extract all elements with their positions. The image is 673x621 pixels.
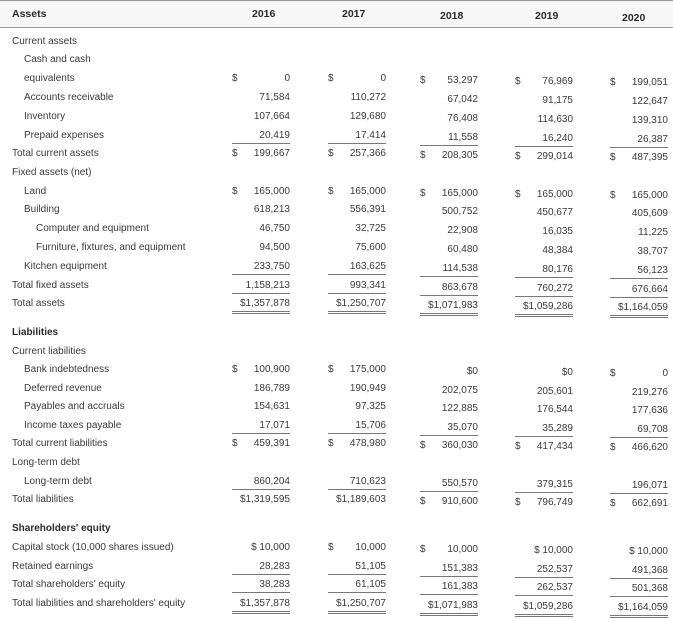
cell-value: 122,647 (631, 96, 668, 107)
cell-value: 38,283 (259, 579, 290, 590)
dollar-sign: $ (515, 76, 521, 87)
cell-value: $ 10,000 (251, 542, 290, 553)
cell-value: 122,885 (441, 403, 478, 414)
cell-value: 17,414 (355, 130, 386, 141)
dollar-sign: $ (420, 188, 426, 199)
computer-2017 (328, 223, 386, 236)
cell-value: 379,315 (536, 479, 573, 490)
cell-value: 94,500 (259, 242, 290, 253)
label-taxes: Income taxes payable (24, 420, 122, 431)
long-term-2016 (232, 476, 290, 490)
building-2019 (515, 207, 573, 220)
furniture-2018 (420, 244, 478, 257)
total-assets-2016 (232, 298, 290, 314)
cell-value: 796,749 (536, 497, 573, 508)
cell-value: 491,368 (631, 565, 668, 576)
cell-value: 114,538 (442, 263, 478, 274)
cell-value: 17,071 (259, 420, 290, 431)
dollar-sign: $ (610, 442, 616, 453)
deferred-2019 (515, 386, 573, 399)
total-current-liabilities-2019 (515, 441, 573, 454)
accounts-receivable-2019 (515, 95, 573, 108)
cell-value: 35,289 (542, 423, 573, 434)
dollar-sign: $ (232, 364, 238, 375)
label-capital-stock: Capital stock (10,000 shares issued) (12, 542, 174, 553)
cell-value: 190,949 (349, 383, 386, 394)
capital-stock-2016 (232, 542, 290, 555)
cell-value: $1,059,286 (522, 301, 573, 312)
cell-value: $1,059,286 (522, 601, 573, 612)
cell-value: $1,319,595 (239, 494, 290, 505)
label-retained: Retained earnings (12, 561, 94, 572)
dollar-sign: $ (328, 542, 334, 553)
cell-value: 165,000 (631, 190, 668, 201)
cell-value: 208,305 (441, 150, 478, 161)
total-liabilities-2016 (232, 494, 290, 507)
cell-value: 710,623 (349, 476, 386, 487)
cell-value: 202,075 (441, 385, 478, 396)
dollar-sign: $ (420, 544, 426, 555)
total-current-assets-2020 (610, 152, 668, 165)
inventory-2019 (515, 114, 573, 127)
cell-value: 163,625 (349, 261, 386, 272)
cash-2019 (515, 76, 573, 89)
deferred-2017 (328, 383, 386, 396)
kitchen-2019 (515, 264, 573, 278)
cell-value: 196,071 (631, 480, 668, 491)
label-prepaid: Prepaid expenses (24, 130, 105, 141)
cell-value: 151,383 (441, 563, 478, 574)
accounts-receivable-2017 (328, 92, 386, 105)
dollar-sign: $ (610, 152, 616, 163)
long-term-2020 (610, 480, 668, 494)
cell-value: 165,000 (441, 188, 478, 199)
dollar-sign: $ (232, 73, 238, 84)
cell-value: 500,752 (441, 206, 478, 217)
cell-value: 161,383 (441, 581, 478, 592)
total-le-2018 (420, 600, 478, 616)
cell-value: $ 10,000 (534, 545, 573, 556)
land-2020 (610, 190, 668, 203)
cell-value: 860,204 (253, 476, 290, 487)
cell-value: 16,240 (542, 133, 573, 144)
label-long-term-sub: Long-term debt (24, 476, 92, 487)
kitchen-2020 (610, 265, 668, 279)
total-assets-2017 (328, 298, 386, 314)
total-current-liabilities-2018 (420, 440, 478, 453)
long-term-2018 (420, 478, 478, 492)
total-liabilities-2018 (420, 496, 478, 509)
cell-value: 97,325 (355, 401, 386, 412)
cell-value: 487,395 (631, 152, 668, 163)
total-fixed-2018 (420, 282, 478, 296)
cell-value: 177,636 (631, 405, 668, 416)
total-liabilities-2019 (515, 497, 573, 510)
cell-value: $1,250,707 (335, 598, 386, 609)
capital-stock-2018 (420, 544, 478, 557)
furniture-2016 (232, 242, 290, 255)
furniture-2020 (610, 246, 668, 259)
cell-value: 154,631 (253, 401, 290, 412)
cell-value: 417,434 (536, 441, 573, 452)
cell-value: 100,900 (253, 364, 290, 375)
cell-value: 176,544 (536, 404, 573, 415)
label-total-equity: Total shareholders' equity (12, 579, 126, 590)
computer-2020 (610, 227, 668, 240)
total-fixed-2017 (328, 280, 386, 294)
bank-2019 (515, 367, 573, 380)
dollar-sign: $ (420, 150, 426, 161)
cell-value: 10,000 (447, 544, 478, 555)
inventory-2017 (328, 111, 386, 124)
dollar-sign: $ (610, 190, 616, 201)
label-cash-line2: equivalents (24, 73, 75, 84)
cell-value: 76,969 (542, 76, 573, 87)
total-equity-2016 (232, 579, 290, 593)
label-equity-heading: Shareholders' equity (12, 523, 111, 534)
cell-value: $1,189,603 (335, 494, 386, 505)
retained-2020 (610, 565, 668, 579)
bank-2017 (328, 364, 386, 377)
header-year-2018: 2018 (440, 10, 464, 22)
payables-2019 (515, 404, 573, 417)
cell-value: 76,408 (447, 113, 478, 124)
header-year-2020: 2020 (622, 12, 646, 24)
cell-value: 28,283 (259, 561, 290, 572)
building-2016 (232, 204, 290, 217)
taxes-2020 (610, 424, 668, 438)
cell-value: 262,537 (536, 582, 573, 593)
cash-2020 (610, 77, 668, 90)
land-2019 (515, 189, 573, 202)
kitchen-2018 (420, 263, 478, 277)
cell-value: 38,707 (637, 246, 668, 257)
inventory-2018 (420, 113, 478, 126)
total-equity-2018 (420, 581, 478, 595)
building-2020 (610, 208, 668, 221)
cell-value: 299,014 (536, 151, 573, 162)
cell-value: 466,620 (631, 442, 668, 453)
dollar-sign: $ (515, 189, 521, 200)
total-current-liabilities-2017 (328, 438, 386, 451)
total-equity-2017 (328, 579, 386, 593)
label-liabilities-heading: Liabilities (12, 327, 59, 338)
label-fixed-assets: Fixed assets (net) (12, 167, 92, 178)
total-le-2016 (232, 598, 290, 614)
kitchen-2016 (232, 261, 290, 275)
cell-value: 219,276 (631, 387, 668, 398)
bank-2016 (232, 364, 290, 377)
label-cash-line1: Cash and cash (24, 54, 91, 65)
cell-value: 863,678 (441, 282, 478, 293)
cell-value: 910,600 (441, 496, 478, 507)
cell-value: 257,366 (349, 148, 386, 159)
taxes-2016 (232, 420, 290, 434)
label-deferred: Deferred revenue (24, 383, 102, 394)
dollar-sign: $ (328, 186, 334, 197)
cell-value: 175,000 (349, 364, 386, 375)
cash-2017 (328, 73, 386, 86)
cash-2018 (420, 75, 478, 88)
header-year-2017: 2017 (342, 8, 366, 20)
taxes-2019 (515, 423, 573, 437)
furniture-2019 (515, 245, 573, 258)
dollar-sign: $ (232, 186, 238, 197)
inventory-2020 (610, 115, 668, 128)
capital-stock-2020 (610, 546, 668, 559)
dollar-sign: $ (515, 151, 521, 162)
capital-stock-2019 (515, 545, 573, 558)
total-le-2020 (610, 602, 668, 618)
label-bank: Bank indebtedness (24, 364, 110, 375)
cell-value: 1,158,213 (245, 280, 290, 291)
label-long-term: Long-term debt (12, 457, 80, 468)
payables-2017 (328, 401, 386, 414)
dollar-sign: $ (420, 496, 426, 507)
cell-value: 199,051 (631, 77, 668, 88)
cell-value: 205,601 (536, 386, 573, 397)
cell-value: 91,175 (542, 95, 573, 106)
total-equity-2019 (515, 582, 573, 596)
computer-2018 (420, 225, 478, 238)
cell-value: 69,708 (637, 424, 668, 435)
total-current-liabilities-2020 (610, 442, 668, 455)
inventory-2016 (232, 111, 290, 124)
cell-value: 16,035 (542, 226, 573, 237)
deferred-2018 (420, 385, 478, 398)
cell-value: $1,357,878 (239, 598, 290, 609)
cell-value: 56,123 (637, 265, 668, 276)
prepaid-2020 (610, 134, 668, 148)
retained-2016 (232, 561, 290, 575)
dollar-sign: $ (328, 148, 334, 159)
label-computer: Computer and equipment (36, 223, 149, 234)
payables-2016 (232, 401, 290, 414)
total-assets-2020 (610, 302, 668, 318)
cell-value: $1,357,878 (239, 298, 290, 309)
retained-2017 (328, 561, 386, 575)
cell-value: 993,341 (349, 280, 386, 291)
cell-value: 556,391 (349, 204, 386, 215)
cell-value: 10,000 (355, 542, 386, 553)
cell-value: $1,071,983 (427, 600, 478, 611)
total-equity-2020 (610, 583, 668, 597)
building-2018 (420, 206, 478, 219)
cell-value: 67,042 (447, 94, 478, 105)
cell-value: 75,600 (355, 242, 386, 253)
long-term-2019 (515, 479, 573, 493)
cell-value: $0 (466, 366, 478, 377)
total-current-liabilities-2016 (232, 438, 290, 451)
cell-value: 53,297 (447, 75, 478, 86)
dollar-sign: $ (610, 77, 616, 88)
cell-value: 61,105 (355, 579, 386, 590)
cell-value: 405,609 (631, 208, 668, 219)
dollar-sign: $ (328, 73, 334, 84)
cell-value: 459,391 (253, 438, 290, 449)
cell-value: 0 (284, 73, 290, 84)
dollar-sign: $ (232, 438, 238, 449)
prepaid-2019 (515, 133, 573, 147)
bank-2020 (610, 368, 668, 381)
taxes-2018 (420, 422, 478, 436)
accounts-receivable-2018 (420, 94, 478, 107)
dollar-sign: $ (328, 364, 334, 375)
cell-value: 550,570 (441, 478, 478, 489)
total-fixed-2020 (610, 284, 668, 298)
prepaid-2016 (232, 130, 290, 144)
cell-value: 165,000 (349, 186, 386, 197)
cell-value: $0 (561, 367, 573, 378)
header-band (0, 0, 673, 28)
label-total-current-liabilities: Total current liabilities (12, 438, 108, 449)
label-current-liabilities: Current liabilities (12, 346, 86, 357)
dollar-sign: $ (420, 440, 426, 451)
cell-value: $1,071,983 (427, 300, 478, 311)
land-2018 (420, 188, 478, 201)
deferred-2016 (232, 383, 290, 396)
cell-value: $1,164,059 (617, 302, 668, 313)
cell-value: 0 (662, 368, 668, 379)
cell-value: 618,213 (253, 204, 290, 215)
cell-value: 46,750 (259, 223, 290, 234)
total-fixed-2016 (232, 280, 290, 294)
kitchen-2017 (328, 261, 386, 275)
label-furniture: Furniture, fixtures, and equipment (36, 242, 186, 253)
cell-value: 360,030 (441, 440, 478, 451)
label-accounts-receivable: Accounts receivable (24, 92, 114, 103)
cell-value: 186,789 (253, 383, 290, 394)
label-land: Land (24, 186, 47, 197)
cell-value: 165,000 (536, 189, 573, 200)
label-total-liabilities: Total liabilities (12, 494, 74, 505)
cell-value: 139,310 (631, 115, 668, 126)
total-le-2019 (515, 601, 573, 617)
cell-value: 114,630 (537, 114, 573, 125)
label-total-fixed: Total fixed assets (12, 280, 89, 291)
long-term-2017 (328, 476, 386, 490)
cell-value: 51,105 (355, 561, 386, 572)
cell-value: 199,667 (253, 148, 290, 159)
building-2017 (328, 204, 386, 217)
cell-value: 676,664 (631, 284, 668, 295)
prepaid-2017 (328, 130, 386, 144)
cell-value: 11,558 (448, 132, 478, 143)
label-total-assets: Total assets (12, 298, 65, 309)
header-assets-label: Assets (12, 8, 47, 20)
deferred-2020 (610, 387, 668, 400)
cell-value: 760,272 (536, 283, 573, 294)
total-fixed-2019 (515, 283, 573, 297)
cell-value: 252,537 (536, 564, 573, 575)
cell-value: 450,677 (536, 207, 573, 218)
cell-value: $ 10,000 (629, 546, 668, 557)
cell-value: 32,725 (355, 223, 386, 234)
label-payables: Payables and accruals (24, 401, 125, 412)
dollar-sign: $ (610, 368, 616, 379)
dollar-sign: $ (610, 498, 616, 509)
cell-value: 22,908 (447, 225, 478, 236)
label-total-le: Total liabilities and shareholders' equity (12, 598, 186, 609)
cell-value: 60,480 (447, 244, 478, 255)
dollar-sign: $ (515, 497, 521, 508)
cell-value: 80,176 (542, 264, 573, 275)
total-liabilities-2017 (328, 494, 386, 507)
label-current-assets: Current assets (12, 36, 78, 47)
cell-value: 48,384 (542, 245, 573, 256)
cell-value: 11,225 (638, 227, 668, 238)
retained-2019 (515, 564, 573, 578)
cell-value: 662,691 (631, 498, 668, 509)
computer-2016 (232, 223, 290, 236)
cell-value: 478,980 (349, 438, 386, 449)
total-assets-2019 (515, 301, 573, 317)
prepaid-2018 (420, 132, 478, 146)
furniture-2017 (328, 242, 386, 255)
cell-value: 71,584 (259, 92, 290, 103)
label-total-current-assets: Total current assets (12, 148, 99, 159)
dollar-sign: $ (328, 438, 334, 449)
land-2016 (232, 186, 290, 199)
cell-value: $1,164,059 (617, 602, 668, 613)
cash-2016 (232, 73, 290, 86)
cell-value: 129,680 (349, 111, 386, 122)
label-kitchen: Kitchen equipment (24, 261, 107, 272)
cell-value: 233,750 (253, 261, 290, 272)
payables-2018 (420, 403, 478, 416)
total-current-assets-2018 (420, 150, 478, 163)
total-le-2017 (328, 598, 386, 614)
cell-value: 107,664 (253, 111, 290, 122)
total-current-assets-2017 (328, 148, 386, 161)
header-year-2019: 2019 (535, 10, 559, 22)
total-current-assets-2019 (515, 151, 573, 164)
cell-value: 20,419 (259, 130, 290, 141)
cell-value: 501,368 (631, 583, 668, 594)
cell-value: 110,272 (350, 92, 386, 103)
label-building: Building (24, 204, 60, 215)
label-inventory: Inventory (24, 111, 66, 122)
taxes-2017 (328, 420, 386, 434)
cell-value: 15,706 (355, 420, 386, 431)
retained-2018 (420, 563, 478, 577)
dollar-sign: $ (420, 75, 426, 86)
dollar-sign: $ (515, 441, 521, 452)
accounts-receivable-2016 (232, 92, 290, 105)
dollar-sign: $ (232, 148, 238, 159)
cell-value: 0 (380, 73, 386, 84)
computer-2019 (515, 226, 573, 239)
accounts-receivable-2020 (610, 96, 668, 109)
cell-value: 35,070 (447, 422, 478, 433)
cell-value: 26,387 (637, 134, 668, 145)
total-assets-2018 (420, 300, 478, 316)
header-year-2016: 2016 (252, 8, 276, 20)
bank-2018 (420, 366, 478, 379)
cell-value: 165,000 (253, 186, 290, 197)
cell-value: $1,250,707 (335, 298, 386, 309)
total-current-assets-2016 (232, 148, 290, 161)
payables-2020 (610, 405, 668, 418)
total-liabilities-2020 (610, 498, 668, 511)
land-2017 (328, 186, 386, 199)
capital-stock-2017 (328, 542, 386, 555)
